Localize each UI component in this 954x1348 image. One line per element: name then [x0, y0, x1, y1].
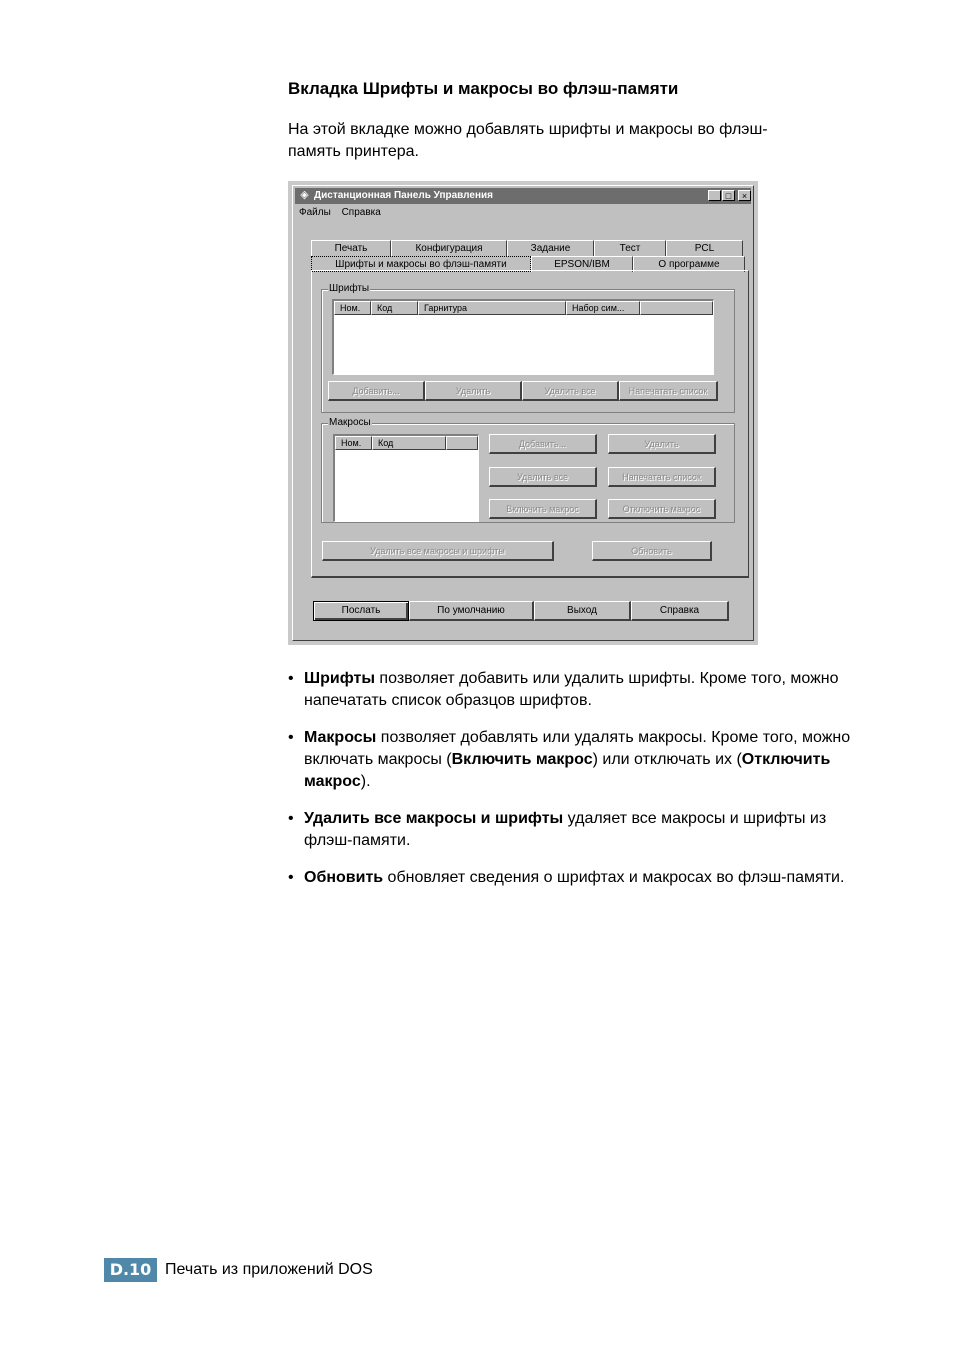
macros-group-label: Макросы: [329, 417, 371, 428]
help-button[interactable]: Справка: [631, 601, 729, 621]
tab-configuration[interactable]: Конфигурация: [391, 240, 507, 256]
term-fonts: Шрифты: [304, 670, 375, 687]
menu-bar: [299, 207, 389, 218]
tab-flash-fonts-macros[interactable]: Шрифты и макросы во флэш-памяти: [311, 256, 531, 272]
fonts-col-code[interactable]: Код: [371, 301, 418, 315]
term-macros: Макросы: [304, 729, 377, 746]
fonts-list[interactable]: [332, 299, 714, 375]
intro-paragraph: На этой вкладке можно добавлять шрифты и макросы во флэш-память принтера.: [288, 121, 768, 160]
macros-list[interactable]: [333, 434, 479, 522]
tab-test[interactable]: Тест: [594, 240, 666, 256]
term-delete-all: Удалить все макросы и шрифты: [304, 810, 564, 827]
macros-add-button[interactable]: Добавить...: [489, 434, 597, 454]
screenshot-frame: [288, 181, 758, 645]
tab-about[interactable]: О программе: [633, 256, 745, 272]
list-item: • Обновить обновляет сведения о шрифтах и макросах во флэш-памяти.: [288, 867, 854, 889]
exit-button[interactable]: Выход: [534, 601, 631, 621]
macros-col-number[interactable]: Ном.: [335, 436, 372, 450]
tab-pcl[interactable]: PCL: [666, 240, 743, 256]
send-button[interactable]: Послать: [313, 601, 409, 621]
tab-epson-ibm[interactable]: EPSON/IBM: [531, 256, 633, 272]
title-bar: [295, 188, 751, 204]
delete-all-macros-fonts-button[interactable]: Удалить все макросы и шрифты: [322, 541, 554, 561]
list-item: • Удалить все макросы и шрифты удаляет все макросы и шрифты из флэш-памяти.: [288, 808, 854, 852]
macros-delete-all-button[interactable]: Удалить все: [489, 467, 597, 487]
fonts-group-label: Шрифты: [329, 283, 370, 294]
tab-print[interactable]: Печать: [311, 240, 391, 256]
fonts-delete-button[interactable]: Удалить: [425, 381, 522, 401]
fonts-col-typeface[interactable]: Гарнитура: [418, 301, 566, 315]
macros-disable-button[interactable]: Отключить макрос: [608, 499, 716, 519]
fonts-delete-all-button[interactable]: Удалить все: [522, 381, 619, 401]
feature-list: [288, 668, 854, 904]
window-title: Дистанционная Панель Управления: [314, 190, 493, 201]
close-button[interactable]: ×: [738, 190, 751, 201]
tab-panel: [311, 270, 749, 578]
macros-col-empty: [446, 436, 478, 450]
menu-files[interactable]: Файлы: [299, 207, 331, 218]
tab-job[interactable]: Задание: [507, 240, 594, 256]
fonts-col-number[interactable]: Ном.: [334, 301, 371, 315]
macros-print-list-button[interactable]: Напечатать список: [608, 467, 716, 487]
list-item: • Шрифты позволяет добавить или удалить шрифты. Кроме того, можно напечатать список образцов шрифтов.: [288, 668, 854, 712]
fonts-col-charset[interactable]: Набор сим...: [566, 301, 640, 315]
macros-delete-button[interactable]: Удалить: [608, 434, 716, 454]
printer-app-icon: ◈: [300, 189, 309, 201]
fonts-add-button[interactable]: Добавить...: [328, 381, 425, 401]
maximize-button[interactable]: □: [722, 190, 735, 201]
term-refresh: Обновить: [304, 869, 384, 886]
refresh-button[interactable]: Обновить: [592, 541, 712, 561]
fonts-col-empty: [640, 301, 713, 315]
macros-enable-button[interactable]: Включить макрос: [489, 499, 597, 519]
defaults-button[interactable]: По умолчанию: [409, 601, 534, 621]
footer-chapter-title: Печать из приложений DOS: [165, 1261, 373, 1278]
list-item: • Макросы позволяет добавлять или удалять макросы. Кроме того, можно включать макросы (Включить макрос) или отключать их (Отключить макрос).: [288, 727, 854, 793]
menu-help[interactable]: Справка: [341, 207, 381, 218]
fonts-print-list-button[interactable]: Напечатать список: [619, 381, 718, 401]
minimize-button[interactable]: _: [708, 190, 721, 201]
section-heading: Вкладка Шрифты и макросы во флэш-памяти: [288, 79, 679, 98]
page-number-badge: D.10: [104, 1258, 157, 1282]
remote-panel-window: [292, 185, 754, 641]
macros-col-code[interactable]: Код: [372, 436, 446, 450]
